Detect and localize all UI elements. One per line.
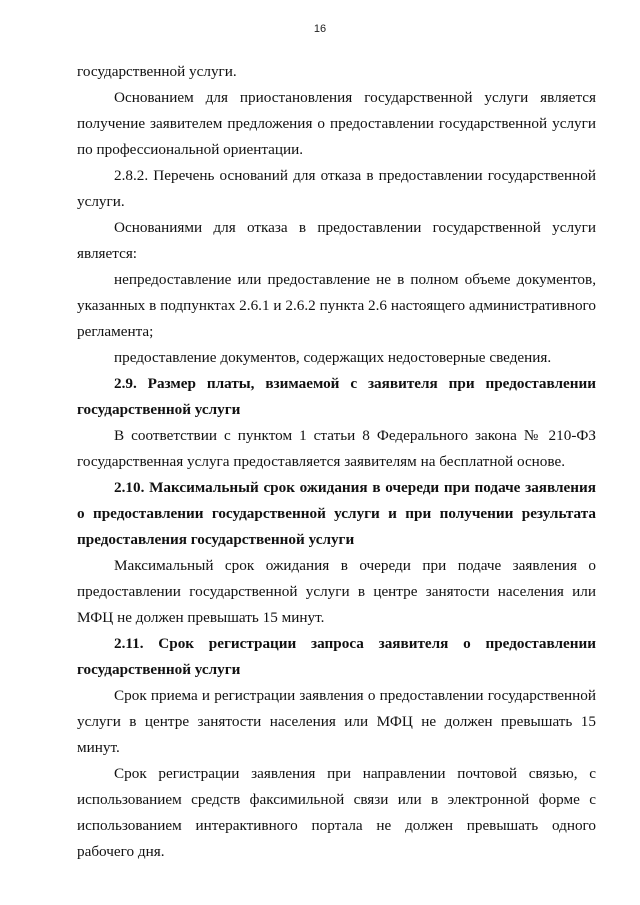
paragraph-postal-registration-term: Срок регистрации заявления при направлении почтовой связью, с использованием средств факсимильной связи или в электронной форме с использованием интерактивного портала не должен превышать одного рабочего дня. — [77, 765, 596, 860]
paragraph-suspension-basis: Основанием для приостановления государственной услуги является получение заявителем предложения о предоставлении государственной услуги по профессиональной ориентации. — [77, 89, 596, 158]
document-body — [77, 59, 596, 865]
page-number: 16 — [313, 23, 327, 35]
list-item-incomplete-documents: непредоставление или предоставление не в полном объеме документов, указанных в подпунктах 2.6.1 и 2.6.2 пункта 2.6 настоящего административного регламента; — [77, 271, 596, 340]
section-2-10-heading: 2.10. Максимальный срок ожидания в очереди при подаче заявления о предоставлении государственной услуги и при получении результата предоставления государственной услуги — [77, 479, 596, 548]
section-2-9-heading: 2.9. Размер платы, взимаемой с заявителя при предоставлении государственной услуги — [77, 375, 596, 418]
paragraph-continuation: государственной услуги. — [77, 63, 237, 80]
paragraph-registration-term: Срок приема и регистрации заявления о предоставлении государственной услуги в центре занятости населения или МФЦ не должен превышать 15 минут. — [77, 687, 596, 756]
paragraph-free-of-charge: В соответствии с пунктом 1 статьи 8 Федерального закона № 210-ФЗ государственная услуга предоставляется заявителям на бесплатной основе. — [77, 427, 596, 470]
list-item-false-information: предоставление документов, содержащих недостоверные сведения. — [114, 349, 552, 366]
paragraph-max-waiting-time: Максимальный срок ожидания в очереди при подаче заявления о предоставлении государственной услуги в центре занятости населения или МФЦ не должен превышать 15 минут. — [77, 557, 596, 626]
subsection-2-8-2-heading: 2.8.2. Перечень оснований для отказа в предоставлении государственной услуги. — [77, 167, 596, 210]
paragraph-refusal-basis-intro: Основаниями для отказа в предоставлении государственной услуги является: — [77, 219, 596, 262]
section-2-11-heading: 2.11. Срок регистрации запроса заявителя о предоставлении государственной услуги — [77, 635, 596, 678]
